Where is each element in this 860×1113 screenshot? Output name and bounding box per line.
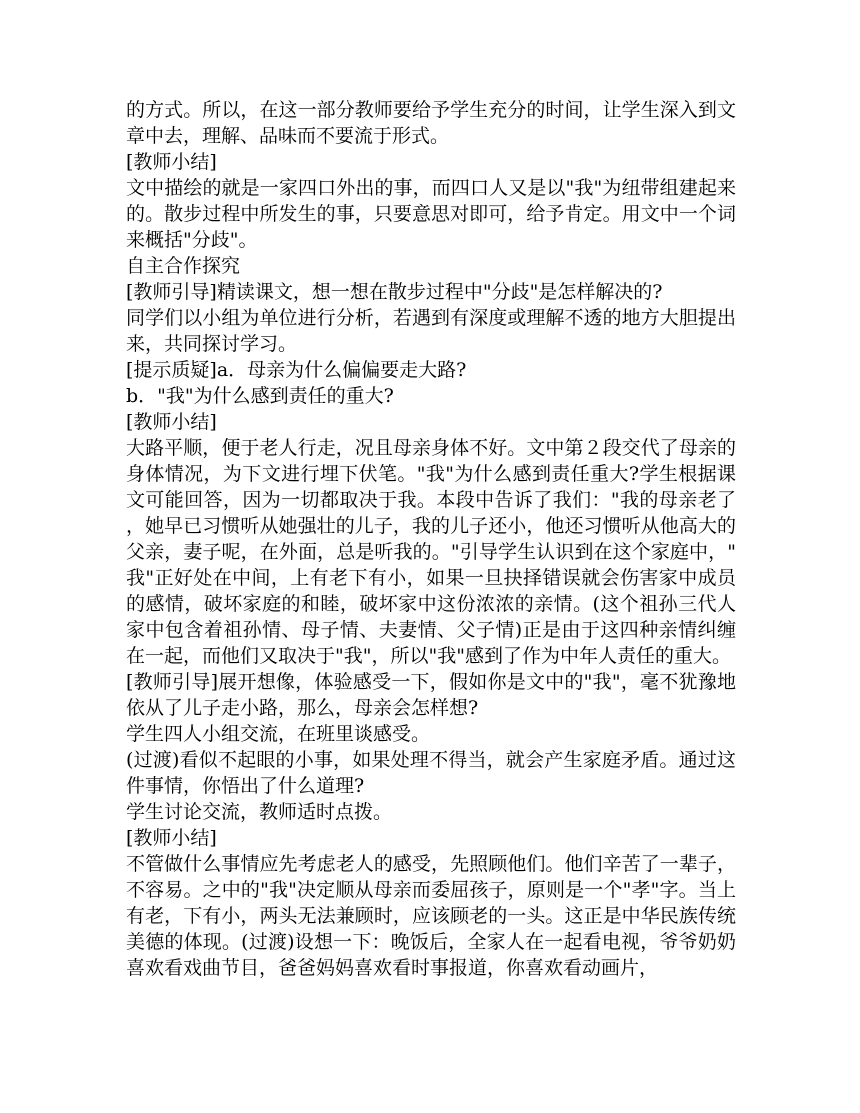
heading-teacher-summary: [教师小结] (126, 151, 217, 173)
paragraph-summary-elders: 不管做什么事情应先考虑老人的感受，先照顾他们。他们辛苦了一辈子，不容易。之中的"我"决定顺从母亲而委屈孩子，原则是一个"孝"字。当上有老，下有小，两头无法兼顾时，应该顾老的一头。这正是中华民族传统美德的体现。(过渡)设想一下：晚饭后，全家人在一起看电视，爷爷奶奶喜欢看戏曲节目，爸爸妈妈喜欢看时事报道，你喜欢看动画片， (126, 853, 736, 979)
heading-teacher-summary-3: [教师小结] (126, 827, 217, 849)
paragraph-group-analysis: 同学们以小组为单位进行分析，若遇到有深度或理解不透的地方大胆提出来，共同探讨学习。 (126, 307, 736, 355)
paragraph-intro-continuation: 的方式。所以，在这一部分教师要给予学生充分的时间，让学生深入到文章中去，理解、品味而不要流于形式。 (126, 99, 736, 147)
heading-teacher-summary-2: [教师小结] (126, 411, 217, 433)
paragraph-group-exchange: 学生四人小组交流，在班里谈感受。 (126, 723, 431, 745)
paragraph-teacher-guide-imagine: [教师引导]展开想像，体验感受一下，假如你是文中的"我"，毫不犹豫地依从了儿子走小路，那么，母亲会怎样想? (126, 671, 736, 719)
paragraph-transition: (过渡)看似不起眼的小事，如果处理不得当，就会产生家庭矛盾。通过这件事情，你悟出了什么道理? (126, 749, 736, 797)
question-b: b．"我"为什么感到责任的重大? (126, 385, 394, 407)
paragraph-discussion: 学生讨论交流，教师适时点拨。 (126, 801, 393, 823)
paragraph-teacher-guide-reading: [教师引导]精读课文，想一想在散步过程中"分歧"是怎样解决的? (126, 281, 663, 303)
document-page (126, 97, 736, 981)
section-title-cooperative-inquiry: 自主合作探究 (126, 255, 241, 277)
paragraph-summary-road: 大路平顺，便于老人行走，况且母亲身体不好。文中第２段交代了母亲的身体情况，为下文进行埋下伏笔。"我"为什么感到责任重大?学生根据课文可能回答，因为一切都取决于我。本段中告诉了我们："我的母亲老了，她早已习惯听从她强壮的儿子，我的儿子还小，他还习惯听从他高大的父亲，妻子呢，在外面，总是听我的。"引导学生认识到在这个家庭中，"我"正好处在中间，上有老下有小，如果一旦抉择错误就会伤害家中成员的感情，破坏家庭的和睦，破坏家中这份浓浓的亲情。(这个祖孙三代人家中包含着祖孙情、母子情、夫妻情、父子情)正是由于这四种亲情纠缠在一起，而他们又取决于"我"，所以"我"感到了作为中年人责任的重大。 (126, 437, 736, 667)
question-a: [提示质疑]a．母亲为什么偏偏要走大路? (126, 359, 467, 381)
paragraph-summary-family: 文中描绘的就是一家四口外出的事，而四口人又是以"我"为纽带组建起来的。散步过程中所发生的事，只要意思对即可，给予肯定。用文中一个词来概括"分歧"。 (126, 177, 736, 251)
